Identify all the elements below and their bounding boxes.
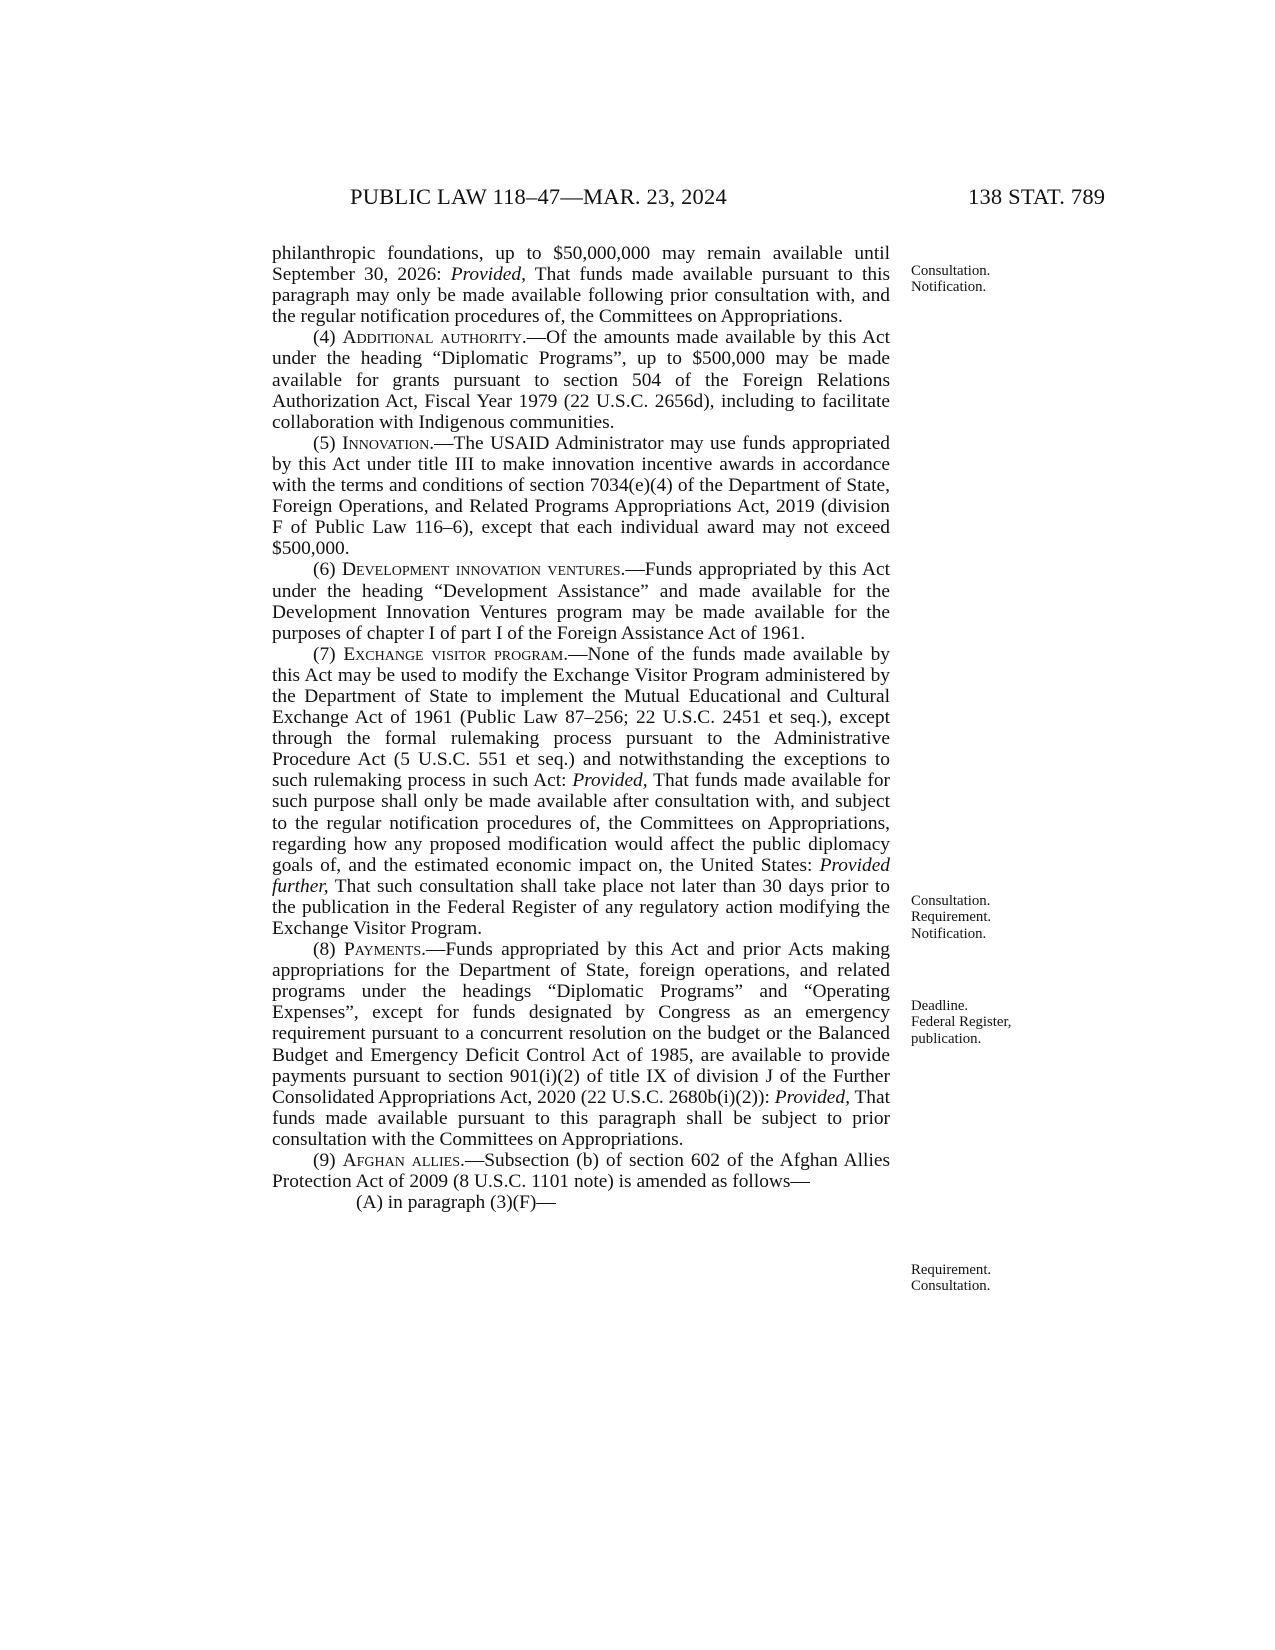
text-run: That funds made available for such purpose shall only be made available after consultation with, and subject to the regular notification procedures of, the Committees on Appropriations, regarding how any proposed modification would affect the public diplomacy goals of, and the estimated economic impact on, the United States: bbox=[272, 770, 890, 876]
paragraph-number: (4) bbox=[313, 327, 343, 349]
text-run: .—Of the amounts made available by this Act under the heading “Diplomatic Programs”, up to $500,000 may be made available for grants pursuant to section 504 of the Foreign Relations Authorization Act, Fiscal Year 1979 (22 U.S.C. 2656d), including to facilitate collaboration with Indigenous communities. bbox=[272, 327, 890, 433]
margin-note-line: Deadline. bbox=[911, 998, 969, 1014]
paragraph-continuation bbox=[272, 243, 890, 327]
paragraph-number: (6) bbox=[313, 559, 342, 581]
text-run: That such consultation shall take place not later than 30 days prior to the publication in the Federal Register of any regulatory action modifying the Exchange Visitor Program. bbox=[272, 875, 890, 939]
margin-note-line: Consultation. bbox=[911, 263, 991, 279]
document-body bbox=[272, 243, 890, 1213]
margin-note-line: Consultation. bbox=[911, 893, 991, 909]
paragraph-heading: Afghan allies bbox=[342, 1150, 460, 1172]
margin-note bbox=[911, 893, 991, 942]
paragraph-8 bbox=[272, 939, 890, 1150]
proviso: Provided, bbox=[572, 770, 648, 792]
margin-note-line: publication. bbox=[911, 1030, 982, 1047]
margin-note-line: Notification. bbox=[911, 279, 987, 296]
paragraph-7 bbox=[272, 644, 890, 939]
paragraph-heading: Payments bbox=[343, 939, 422, 961]
running-head-title: PUBLIC LAW 118–47—MAR. 23, 2024 bbox=[350, 184, 727, 209]
text-run: That funds made available pursuant to this paragraph may only be made available following prior consultation with, and the regular notification procedures of, the Committees on Appropriations. bbox=[272, 264, 890, 328]
text-run: .—None of the funds made available by this Act may be used to modify the Exchange Visitor Program administered by the Department of State to implement the Mutual Educational and Cultural Exchange Act of 1961 (Public Law 87–256; 22 U.S.C. 2451 et seq.), except through the formal rulemaking process pursuant to the Administrative Procedure Act (5 U.S.C. 551 et seq.) and notwithstanding the exceptions to such rulemaking process in such Act: bbox=[272, 643, 890, 792]
margin-note bbox=[911, 263, 990, 296]
paragraph-number: (7) bbox=[313, 643, 344, 665]
margin-note bbox=[911, 998, 1012, 1047]
margin-note-line: Consultation. bbox=[911, 1278, 991, 1295]
paragraph-9 bbox=[272, 1150, 890, 1192]
margin-note-line: Requirement. bbox=[911, 909, 992, 926]
proviso-further: Provided further, bbox=[272, 854, 890, 897]
subparagraph-a: (A) in paragraph (3)(F)— bbox=[356, 1192, 556, 1214]
margin-note bbox=[911, 1262, 991, 1295]
paragraph-heading: Development innovation ventures bbox=[342, 559, 621, 581]
paragraph-5 bbox=[272, 433, 890, 560]
margin-note-line: Federal Register, bbox=[911, 1014, 1012, 1031]
text-run: .—The USAID Administrator may use funds appropriated by this Act under title III to make innovation incentive awards in accordance with the terms and conditions of section 7034(e)(4) of the Department of State, Foreign Operations, and Related Programs Appropriations Act, 2019 (division F of Public Law 116–6), except that each individual award may not exceed $500,000. bbox=[272, 432, 890, 560]
proviso: Provided, bbox=[774, 1086, 850, 1108]
text-run: philanthropic foundations, up to $50,000,000 may remain available until September 30, 2026: bbox=[272, 243, 890, 286]
paragraph-6 bbox=[272, 559, 890, 643]
paragraph-4 bbox=[272, 327, 890, 432]
margin-note-line: Notification. bbox=[911, 925, 987, 942]
paragraph-heading: Innovation bbox=[342, 432, 430, 454]
paragraph-heading: Exchange visitor program bbox=[343, 643, 564, 665]
proviso: Provided, bbox=[450, 264, 526, 286]
paragraph-number: (5) bbox=[313, 432, 343, 454]
text-run: That funds made available pursuant to this paragraph shall be subject to prior consultation with the Committees on Appropriations. bbox=[272, 1086, 890, 1150]
text-run: .—Funds appropriated by this Act under the heading “Development Assistance” and made available for the Development Innovation Ventures program may be made available for the purposes of chapter I of part I of the Foreign Assistance Act of 1961. bbox=[272, 559, 890, 644]
paragraph-number: (8) bbox=[313, 939, 344, 961]
text-run: .—Subsection (b) of section 602 of the Afghan Allies Protection Act of 2009 (8 U.S.C. 1101 note) is amended as follows— bbox=[272, 1150, 890, 1193]
page-number: 138 STAT. 789 bbox=[968, 184, 1106, 209]
margin-note-line: Requirement. bbox=[911, 1262, 992, 1278]
text-run: .—Funds appropriated by this Act and prior Acts making appropriations for the Department of State, foreign operations, and related programs under the headings “Diplomatic Programs” and “Operating Expenses”, except for funds designated by Congress as an emergency requirement pursuant to a concurrent resolution on the budget or the Balanced Budget and Emergency Deficit Control Act of 1985, are available to provide payments pursuant to section 901(i)(2) of title IX of division J of the Further Consolidated Appropriations Act, 2020 (22 U.S.C. 2680b(i)(2)): bbox=[272, 939, 890, 1108]
paragraph-heading: Additional authority bbox=[342, 327, 522, 349]
paragraph-number: (9) bbox=[313, 1150, 343, 1172]
